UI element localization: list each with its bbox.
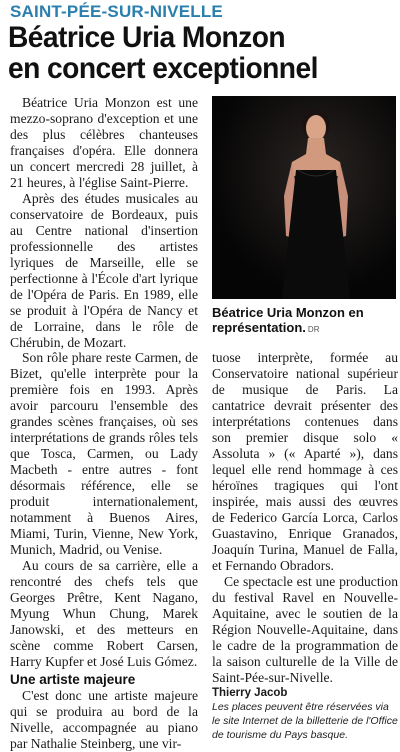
column-left-top bbox=[10, 95, 198, 351]
paragraph-recital-start: C'est donc une artiste majeure qui se produira au bord de la Nivelle, accompagnée au piano par Nathalie Steinberg, une vir- bbox=[10, 688, 198, 751]
paragraph-career: Au cours de sa carrière, elle a rencontré des chefs tels que Georges Prêtre, Kent Nagano, Myung Whun Chung, Marek Janowski, et des metteurs en scène comme Robert Carsen, Harry Kupfer et José Luis Gómez. bbox=[10, 558, 198, 669]
subheading: Une artiste majeure bbox=[10, 672, 136, 687]
paragraph-studies: Après des études musicales au conservatoire de Bordeaux, puis au Centre national d'insertion professionnelle des artistes lyriques de Marseille, elle se perfectionne à l'École d'art lyrique de l'Opéra de Paris. En 1989, elle se produit à l'Opéra de Nancy et de Lorraine, dans le rôle de Chérubin, de Mozart. bbox=[10, 191, 198, 350]
photo-credit: DR bbox=[307, 325, 320, 334]
photo-caption bbox=[212, 305, 398, 337]
paragraph-intro: Béatrice Uria Monzon est une mezzo-soprano d'exception et une des plus célèbres chanteuses françaises d'opéra. Elle donnera un concert mercredi 28 juillet, à 21 heures, à l'église Saint-Pierre. bbox=[10, 95, 198, 190]
section-kicker: SAINT-PÉE-SUR-NIVELLE bbox=[10, 2, 223, 21]
column-left-bottom bbox=[10, 350, 198, 752]
column-right bbox=[212, 350, 398, 700]
headline bbox=[8, 22, 375, 84]
paragraph-production: Ce spectacle est une production du festival Ravel en Nouvelle-Aquitaine, avec le soutien de la Région Nouvelle-Aquitaine, dans le cadre de la programmation de la saison culturelle de la Ville de Saint-Pée-sur-Nivelle. bbox=[212, 574, 398, 685]
singer-photo bbox=[212, 96, 396, 299]
headline-line-2: en concert exceptionnel bbox=[8, 52, 318, 85]
headline-line-1: Béatrice Uria Monzon bbox=[8, 21, 286, 54]
caption-text: Béatrice Uria Monzon en représentation. bbox=[212, 305, 364, 335]
paragraph-carmen: Son rôle phare reste Carmen, de Bizet, qu'elle interprète pour la première fois en 1993. Après avoir parcouru l'ensemble des grandes scènes françaises, où ses interprétations de grands rôles tels que Tosca, Carmen, ou Lady Macbeth - entre autres - font désormais référence, elle se produit internationalement, notamment à Buenos Aires, Miami, Turin, Vienne, New York, Munich, Madrid, ou Venise. bbox=[10, 350, 198, 557]
booking-note: Les places peuvent être réservées via le site Internet de la billetterie de l'Office de tourisme du Pays basque. bbox=[212, 701, 398, 741]
paragraph-recital-end: tuose interprète, formée au Conservatoire national supérieur de musique de Paris. La cantatrice devrait présenter des interprétations contenues dans son premier disque solo « Assoluta » (« Aparté »), dans lequel elle rend hommage à ces héroïnes tragiques qui l'ont inspirée, mais aussi des œuvres de Federico García Lorca, Carlos Guastavino, Enrique Granados, Joaquín Turina, Manuel de Falla, et Fernando Obradors. bbox=[212, 350, 398, 573]
author-signature: Thierry Jacob bbox=[212, 687, 288, 699]
singer-photo-image bbox=[212, 96, 396, 299]
